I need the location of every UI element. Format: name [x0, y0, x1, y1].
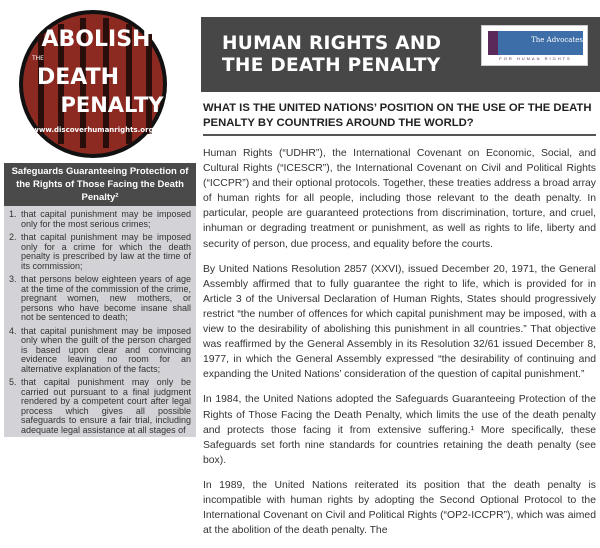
- paragraph: By United Nations Resolution 2857 (XXVI), issued December 20, 1971, the General Assembly affirmed that to fully guarantee the right to life, which is provided for in Article 3 of the Universal Declaration of Human Rights, States should progressively restrict “the number of offences for which capital punishment may be imposed, with a view to the desirability of abolishing this punishment in all countries.” That objective was reaffirmed by the General Assembly in its Resolution 32/61 issued December 8, 1977, in which the General Assembly expressed “the desirability of continuing and expanding the United Nations’ consideration of the question of capital punishment.”: [203, 263, 596, 381]
- safeguards-list: [4, 206, 196, 437]
- abolish-death-penalty-logo: [8, 4, 178, 160]
- list-item: 3. that persons below eighteen years of age at the time of the commission of the crime, pregnant women, new mothers, or persons who have become insane shall not be sentenced to death;: [9, 274, 191, 322]
- svg-text:DEATH: DEATH: [36, 65, 120, 90]
- list-item: 1. that capital punishment may be imposed only for the most serious crimes;: [9, 209, 191, 229]
- list-item: 2. that capital punishment may be imposed only for a crime for which the death penalty is prescribed by law at the time of its commission;: [9, 232, 191, 271]
- safeguards-box-title: Safeguards Guaranteeing Protection of the Rights of Those Facing the Death Penalty²: [4, 163, 196, 206]
- advocates-logo: [481, 25, 588, 66]
- svg-text:THE: THE: [32, 55, 44, 62]
- org-name: The Advocates: [531, 36, 583, 44]
- svg-text:PENALTY: PENALTY: [60, 93, 164, 117]
- page-title: HUMAN RIGHTS AND THE DEATH PENALTY: [222, 33, 442, 76]
- paragraph: In 1984, the United Nations adopted the Safeguards Guaranteeing Protection of the Rights of Those Facing the Death Penalty, which limits the use of the death penalty and protects those facing it from extensive suffering.¹ More specifically, these Safeguards set forth nine standards for countries retaining the death penalty (see box).: [203, 394, 596, 466]
- paragraph: Human Rights (“UDHR”), the International Covenant on Economic, Social, and Cultural Rights (“ICESCR”), the International Covenant on Civil and Political Rights (“ICCPR”) and their optional protocols. Together, these treaties address a broad array of human rights for all people, including those relevant to the death penalty. In particular, people are guaranteed protections from discrimination, torture, and cruel, inhuman or degrading treatment or punishment, as well as rights to life, liberty and security of person, due process, and equality before the courts.: [203, 148, 596, 250]
- list-item: 4. that capital punishment may be imposed only when the guilt of the person charged is based upon clear and convincing evidence leaving no room for an alternative explanation of the facts;: [9, 325, 191, 374]
- list-item: 5. that capital punishment may only be carried out pursuant to a final judgment rendered by a competent court after legal process which gives all possible safeguards to ensure a fair trial, including adequate legal assistance at all stages of: [9, 377, 191, 435]
- paragraph: In 1989, the United Nations reiterated its position that the death penalty is incompatible with human rights by adopting the Second Optional Protocol to the International Covenant on Civil and Political Rights (“OP2-ICCPR”), which was aimed at the abolition of the death penalty. The: [203, 479, 596, 537]
- svg-text:www.discoverhumanrights.org: www.discoverhumanrights.org: [32, 126, 154, 134]
- logo-text-abolish: ABOLISH: [41, 27, 151, 52]
- left-column: [0, 0, 198, 437]
- article-body: [203, 146, 596, 548]
- title-banner: [201, 17, 600, 92]
- section-heading: WHAT IS THE UNITED NATIONS’ POSITION ON THE USE OF THE DEATH PENALTY BY COUNTRIES AROUND THE WORLD?: [203, 101, 596, 136]
- org-subtitle: FOR HUMAN RIGHTS: [499, 56, 572, 61]
